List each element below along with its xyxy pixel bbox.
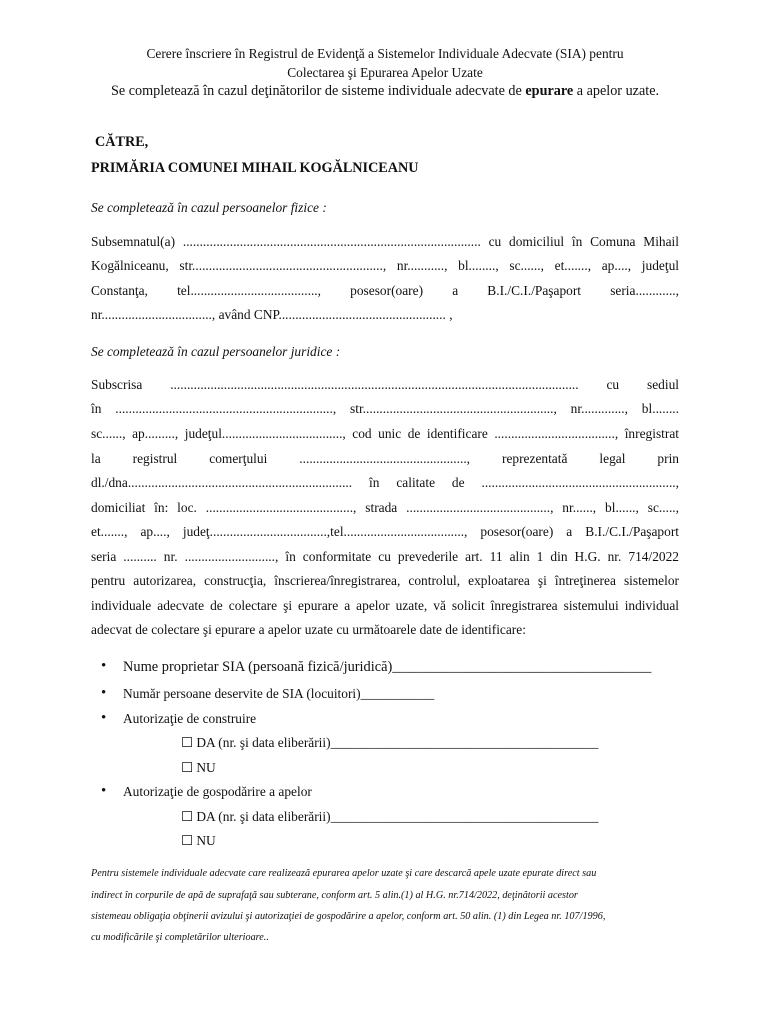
natural-person-line-3: Constanţa, tel......................................, posesor(oare) a B.I./C.I./Paşaport seria............,	[91, 283, 679, 298]
form-subtitle-emphasis: epurare	[525, 83, 574, 99]
form-subtitle	[0, 83, 770, 100]
recipient-institution: PRIMĂRIA COMUNEI MIHAIL KOGĂLNICEANU	[91, 160, 419, 176]
legal-person-line-1: Subscrisa .......................................................................................................................... cu sediul	[91, 377, 679, 392]
owner-name-field[interactable]: • Nume proprietar SIA (persoană fizică/juridică)____________________________________	[123, 659, 651, 676]
natural-person-line-1: Subsemnatul(a) ......................................................................................... cu domiciliul în Comuna Mihail	[91, 234, 679, 249]
legal-person-line-2: în ................................................................., str........................................................., nr............., bl........	[91, 401, 679, 416]
recipient-to: CĂTRE,	[95, 134, 149, 150]
footnote-line-4: cu modificările şi completărilor ulterioare..	[91, 932, 269, 943]
water-permit-da-checkbox[interactable]: ☐ DA (nr. şi data eliberării)________________________________________	[181, 809, 599, 824]
construction-permit-nu-checkbox[interactable]: ☐ NU	[181, 760, 216, 775]
legal-person-line-4: la registrul comerţului .................................................., reprezentată legal prin	[91, 451, 679, 466]
legal-person-line-3: sc......, ap........., judeţul...................................., cod unic de identificare ...................................., înregistrat	[91, 426, 679, 441]
legal-person-line-6: domiciliat în: loc. ............................................, strada ..........................................., nr......, bl......, sc.....,	[91, 500, 679, 515]
persons-served-field[interactable]: • Număr persoane deservite de SIA (locuitori)___________	[123, 686, 434, 702]
construction-permit-label: • Autorizaţie de construire	[123, 711, 256, 727]
water-permit-label: • Autorizaţie de gospodărire a apelor	[123, 784, 312, 800]
legal-person-line-5: dl./dna................................................................... în calitate de ..........................................................,	[91, 475, 679, 490]
footnote-line-3: sistemeau obligaţia obţinerii avizului şi autorizaţiei de gospodărire a apelor, conform art. 50 alin. (1) din Legea nr. 107/1996,	[91, 911, 606, 922]
legal-persons-heading: Se completează în cazul persoanelor juridice :	[91, 344, 341, 359]
footnote-line-1: Pentru sistemele individuale adecvate care realizează epurarea apelor uzate şi care descarcă apele uzate epurate direct sau	[91, 868, 597, 879]
form-title-line-2: Colectarea şi Epurarea Apelor Uzate	[287, 65, 483, 80]
legal-person-line-8: seria .......... nr. ..........................., în conformitate cu prevederile art. 11 alin 1 din H.G. nr. 714/2022	[91, 549, 679, 564]
legal-person-line-9: pentru autorizarea, construcţia, înscrierea/înregistrarea, controlul, exploatarea şi întreţinerea sistemelor	[91, 573, 679, 588]
legal-person-line-7: et......., ap...., judeţ...................................,tel...................................., posesor(oare) a B.I./C.I./Paşaport	[91, 524, 679, 539]
footnote-line-2: indirect în corpurile de apă de suprafaţă sau subterane, conform art. 5 alin.(1) al H.G. nr.714/2022, deţinătorii acestor	[91, 890, 578, 901]
form-subtitle-part-2: a apelor uzate.	[573, 83, 660, 99]
natural-person-line-4: nr................................., având CNP.................................................. ,	[91, 307, 453, 322]
form-subtitle-part-1: Se completează în cazul deţinătorilor de sisteme individuale adecvate de	[110, 83, 526, 99]
water-permit-nu-checkbox[interactable]: ☐ NU	[181, 833, 216, 848]
natural-person-line-2: Kogălniceanu, str........................................................., nr..........., bl........, sc......, et......., ap...., judeţul	[91, 258, 679, 273]
form-title-line-1: Cerere înscriere în Registrul de Evidenţă a Sistemelor Individuale Adecvate (SIA) pentru	[146, 46, 624, 61]
natural-persons-heading: Se completează în cazul persoanelor fizice :	[91, 200, 327, 215]
construction-permit-da-checkbox[interactable]: ☐ DA (nr. şi data eliberării)________________________________________	[181, 735, 599, 750]
legal-person-line-11: adecvat de colectare şi epurare a apelor uzate cu următoarele date de identificare:	[91, 622, 526, 637]
legal-person-line-10: individuale adecvate de colectare şi epurare a apelor uzate, vă solicit înregistrarea sistemului individual	[91, 598, 679, 613]
